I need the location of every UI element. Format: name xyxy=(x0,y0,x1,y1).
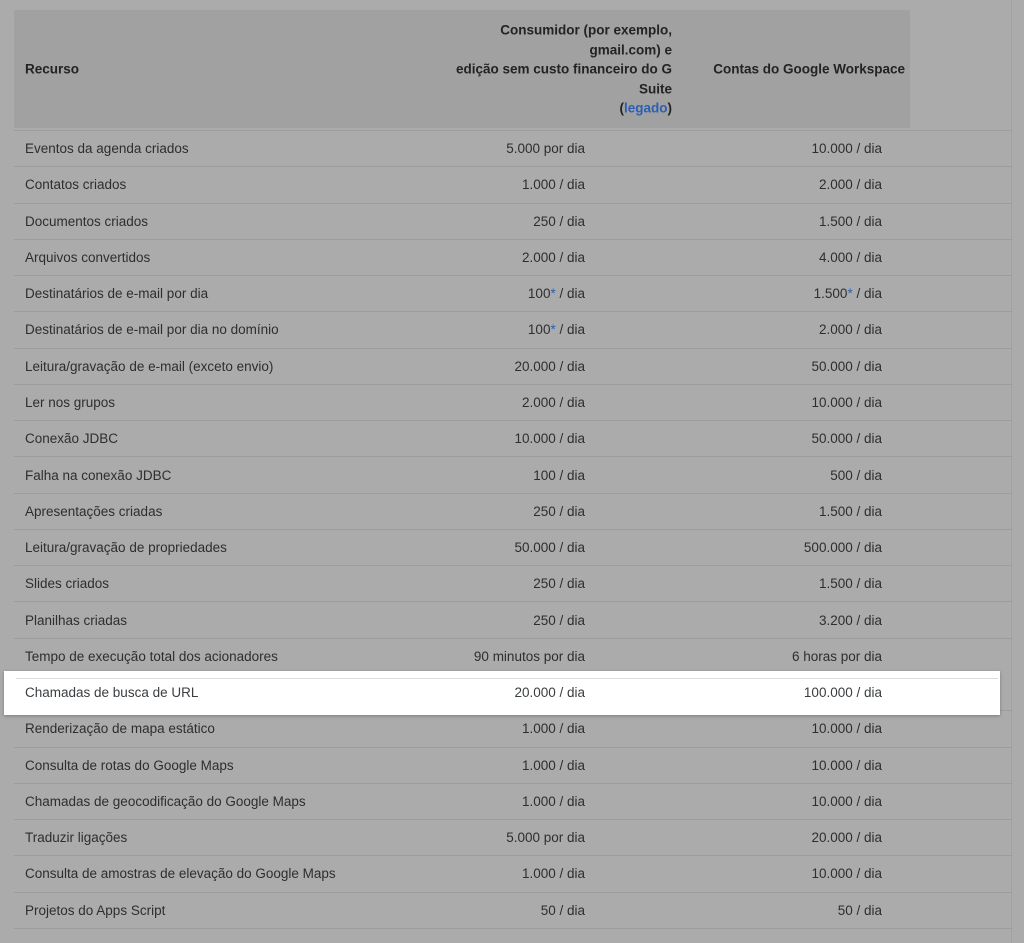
consumer-quota-cell: 1.000 / dia xyxy=(521,177,585,193)
workspace-quota-cell: 1.500* / dia xyxy=(813,286,882,302)
resource-cell: Apresentações criadas xyxy=(25,503,163,519)
table-header-row xyxy=(14,10,910,128)
workspace-quota-cell: 1.500 / dia xyxy=(818,503,882,519)
consumer-quota-cell: 250 / dia xyxy=(533,503,585,519)
consumer-quota-cell: 5.000 por dia xyxy=(506,830,585,846)
table-row xyxy=(14,311,1012,347)
consumer-quota-cell: 1.000 / dia xyxy=(521,721,585,737)
resource-cell: Leitura/gravação de propriedades xyxy=(25,540,227,556)
resource-cell: Traduzir ligações xyxy=(25,830,128,846)
consumer-quota-cell: 100 / dia xyxy=(533,467,585,483)
consumer-header-line: gmail.com) e xyxy=(589,41,672,57)
table-row xyxy=(14,420,1012,456)
workspace-quota-cell: 2.000 / dia xyxy=(818,177,882,193)
table-row xyxy=(14,638,1012,674)
workspace-quota-cell: 10.000 / dia xyxy=(811,793,882,809)
workspace-quota-cell: 50.000 / dia xyxy=(811,358,882,374)
table-row xyxy=(14,565,1012,601)
resource-cell: Tempo de execução total dos acionadores xyxy=(25,648,278,664)
table-row xyxy=(14,892,1012,928)
resource-cell: Conexão JDBC xyxy=(25,431,119,447)
workspace-quota-cell: 1.500 / dia xyxy=(818,576,882,592)
consumer-quota-cell: 2.000 / dia xyxy=(521,394,585,410)
consumer-quota-cell: 1.000 / dia xyxy=(521,866,585,882)
resource-cell: Slides criados xyxy=(25,576,110,592)
table-row xyxy=(14,855,1012,891)
table-row xyxy=(14,348,1012,384)
workspace-quota-cell: 4.000 / dia xyxy=(818,249,882,265)
resource-cell: Destinatários de e-mail por dia xyxy=(25,286,209,302)
workspace-quota-cell: 20.000 / dia xyxy=(811,830,882,846)
footnote-asterisk-link[interactable]: * xyxy=(847,286,853,302)
workspace-quota-cell: 500.000 / dia xyxy=(803,540,882,556)
consumer-quota-cell: 20.000 / dia xyxy=(514,358,585,374)
resource-cell: Documentos criados xyxy=(25,213,149,229)
legacy-paren-close: ) xyxy=(667,100,672,116)
consumer-quota-cell: 2.000 / dia xyxy=(521,249,585,265)
workspace-quota-cell: 500 / dia xyxy=(830,467,882,483)
table-row xyxy=(14,130,1012,166)
consumer-quota-cell: 20.000 / dia xyxy=(514,685,585,701)
resource-cell: Destinatários de e-mail por dia no domínio xyxy=(25,322,279,338)
workspace-quota-cell: 3.200 / dia xyxy=(818,612,882,628)
consumer-quota-cell: 100* / dia xyxy=(527,286,585,302)
table-body xyxy=(14,130,1012,929)
highlight-inner-divider xyxy=(16,678,998,679)
consumer-quota-cell: 250 / dia xyxy=(533,213,585,229)
workspace-quota-cell: 2.000 / dia xyxy=(818,322,882,338)
consumer-quota-cell: 250 / dia xyxy=(533,576,585,592)
table-row xyxy=(14,783,1012,819)
table-row xyxy=(14,166,1012,202)
consumer-header-line: Consumidor (por exemplo, xyxy=(500,22,672,38)
workspace-quota-cell: 6 horas por dia xyxy=(791,648,882,664)
consumer-quota-cell: 250 / dia xyxy=(533,612,585,628)
table-row xyxy=(14,239,1012,275)
footnote-asterisk-link[interactable]: * xyxy=(550,286,556,302)
workspace-quota-cell: 1.500 / dia xyxy=(818,213,882,229)
consumer-quota-cell: 1.000 / dia xyxy=(521,793,585,809)
consumer-header-line: edição sem custo financeiro do G xyxy=(455,61,672,77)
consumer-quota-cell: 5.000 por dia xyxy=(506,141,585,157)
table-row xyxy=(14,747,1012,783)
legacy-link[interactable]: legado xyxy=(623,100,668,116)
table-row xyxy=(14,384,1012,420)
resource-cell: Falha na conexão JDBC xyxy=(25,467,172,483)
workspace-quota-cell: 10.000 / dia xyxy=(811,141,882,157)
table-row xyxy=(14,819,1012,855)
resource-cell: Consulta de rotas do Google Maps xyxy=(25,757,234,773)
workspace-quota-cell: 10.000 / dia xyxy=(811,757,882,773)
table-row xyxy=(14,710,1012,746)
consumer-quota-cell: 50.000 / dia xyxy=(514,540,585,556)
table-row-highlighted xyxy=(14,674,1012,710)
consumer-quota-cell: 100* / dia xyxy=(527,322,585,338)
workspace-quota-cell: 10.000 / dia xyxy=(811,866,882,882)
workspace-quota-cell: 100.000 / dia xyxy=(803,685,882,701)
column-header-consumer xyxy=(456,20,672,118)
workspace-quota-cell: 10.000 / dia xyxy=(811,394,882,410)
consumer-header-line: Suite xyxy=(638,80,672,96)
table-row xyxy=(14,493,1012,529)
footnote-asterisk-link[interactable]: * xyxy=(550,322,556,338)
workspace-quota-cell: 10.000 / dia xyxy=(811,721,882,737)
column-header-workspace: Contas do Google Workspace xyxy=(713,61,905,77)
resource-cell: Leitura/gravação de e-mail (exceto envio) xyxy=(25,358,274,374)
resource-cell: Eventos da agenda criados xyxy=(25,141,189,157)
table-row xyxy=(14,601,1012,637)
resource-cell: Chamadas de busca de URL xyxy=(25,685,199,701)
consumer-quota-cell: 10.000 / dia xyxy=(514,431,585,447)
workspace-quota-cell: 50 / dia xyxy=(837,902,882,918)
workspace-quota-cell: 50.000 / dia xyxy=(811,431,882,447)
resource-cell: Planilhas criadas xyxy=(25,612,128,628)
table-row xyxy=(14,456,1012,492)
resource-cell: Ler nos grupos xyxy=(25,394,116,410)
column-header-resource: Recurso xyxy=(25,61,80,77)
resource-cell: Chamadas de geocodificação do Google Maps xyxy=(25,793,306,809)
resource-cell: Projetos do Apps Script xyxy=(25,902,166,918)
table-row xyxy=(14,529,1012,565)
resource-cell: Consulta de amostras de elevação do Google Maps xyxy=(25,866,336,882)
table-row xyxy=(14,275,1012,311)
consumer-quota-cell: 1.000 / dia xyxy=(521,757,585,773)
table-row xyxy=(14,203,1012,239)
resource-cell: Renderização de mapa estático xyxy=(25,721,215,737)
consumer-quota-cell: 90 minutos por dia xyxy=(473,648,585,664)
quotas-table xyxy=(14,10,1012,929)
resource-cell: Contatos criados xyxy=(25,177,127,193)
resource-cell: Arquivos convertidos xyxy=(25,249,151,265)
legacy-paren-open: ( xyxy=(619,100,624,116)
consumer-quota-cell: 50 / dia xyxy=(540,902,585,918)
